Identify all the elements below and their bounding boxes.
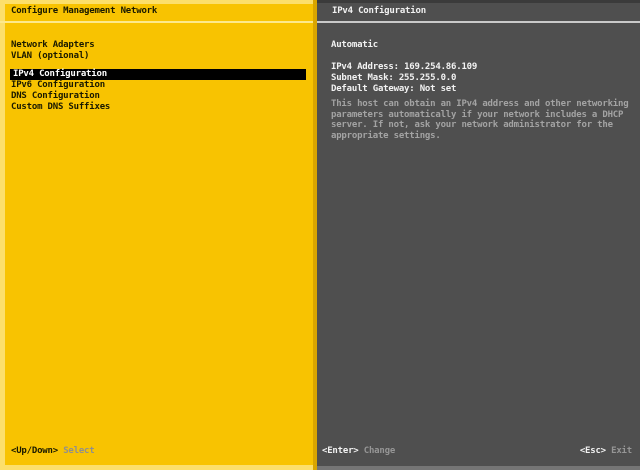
default-gateway-row <box>331 84 456 95</box>
menu-item-network-adapters[interactable]: Network Adapters <box>11 40 95 50</box>
left-panel-title-separator <box>0 21 313 23</box>
ipv4-address-row <box>331 62 477 73</box>
esc-exit-hint <box>580 446 632 457</box>
enter-key-hint: <Enter> <box>322 446 359 456</box>
updown-key-hint: <Up/Down> <box>11 446 58 456</box>
subnet-mask-value: 255.255.0.0 <box>398 73 457 83</box>
subnet-mask-row <box>331 73 456 84</box>
menu-item-vlan-optional[interactable]: VLAN (optional) <box>11 51 90 61</box>
right-panel-title: IPv4 Configuration <box>332 6 426 16</box>
dhcp-description-line: appropriate settings. <box>331 130 441 141</box>
dhcp-description-line: This host can obtain an IPv4 address and other networking <box>331 99 629 109</box>
enter-change-hint <box>322 446 395 457</box>
ipv4-address-value: 169.254.86.109 <box>404 62 478 72</box>
left-panel-title: Configure Management Network <box>11 6 158 16</box>
menu-item-ipv4-configuration-selected[interactable]: IPv4 Configuration <box>10 69 306 80</box>
default-gateway-value: Not set <box>419 84 457 94</box>
left-panel-bottom-border <box>0 465 313 470</box>
ipv4-configuration-panel <box>317 0 640 470</box>
updown-select-hint <box>11 446 95 457</box>
right-panel-top-border <box>317 0 640 3</box>
change-hint-label: Change <box>363 446 396 456</box>
dhcp-description <box>331 99 628 141</box>
ipv4-address-label: IPv4 Address: <box>331 62 399 72</box>
left-panel-top-border <box>0 0 313 4</box>
esc-key-hint: <Esc> <box>579 446 606 456</box>
menu-item-custom-dns-suffixes[interactable]: Custom DNS Suffixes <box>11 102 111 112</box>
menu-item-dns-configuration[interactable]: DNS Configuration <box>11 91 100 101</box>
dhcp-description-line: parameters automatically if your network includes a DHCP <box>331 109 624 120</box>
default-gateway-label: Default Gateway: <box>331 84 415 94</box>
right-panel-bottom-border <box>317 466 640 470</box>
dhcp-description-line: server. If not, ask your network administrator for the <box>331 120 613 130</box>
ipv4-mode-value: Automatic <box>331 40 378 50</box>
menu-item-ipv6-configuration[interactable]: IPv6 Configuration <box>11 80 105 90</box>
right-panel-title-separator <box>317 21 640 23</box>
subnet-mask-label: Subnet Mask: <box>331 73 394 83</box>
select-hint-label: Select <box>63 446 95 456</box>
configure-management-network-panel <box>0 0 313 470</box>
exit-hint-label: Exit <box>611 446 632 456</box>
left-panel-left-border <box>0 0 5 470</box>
